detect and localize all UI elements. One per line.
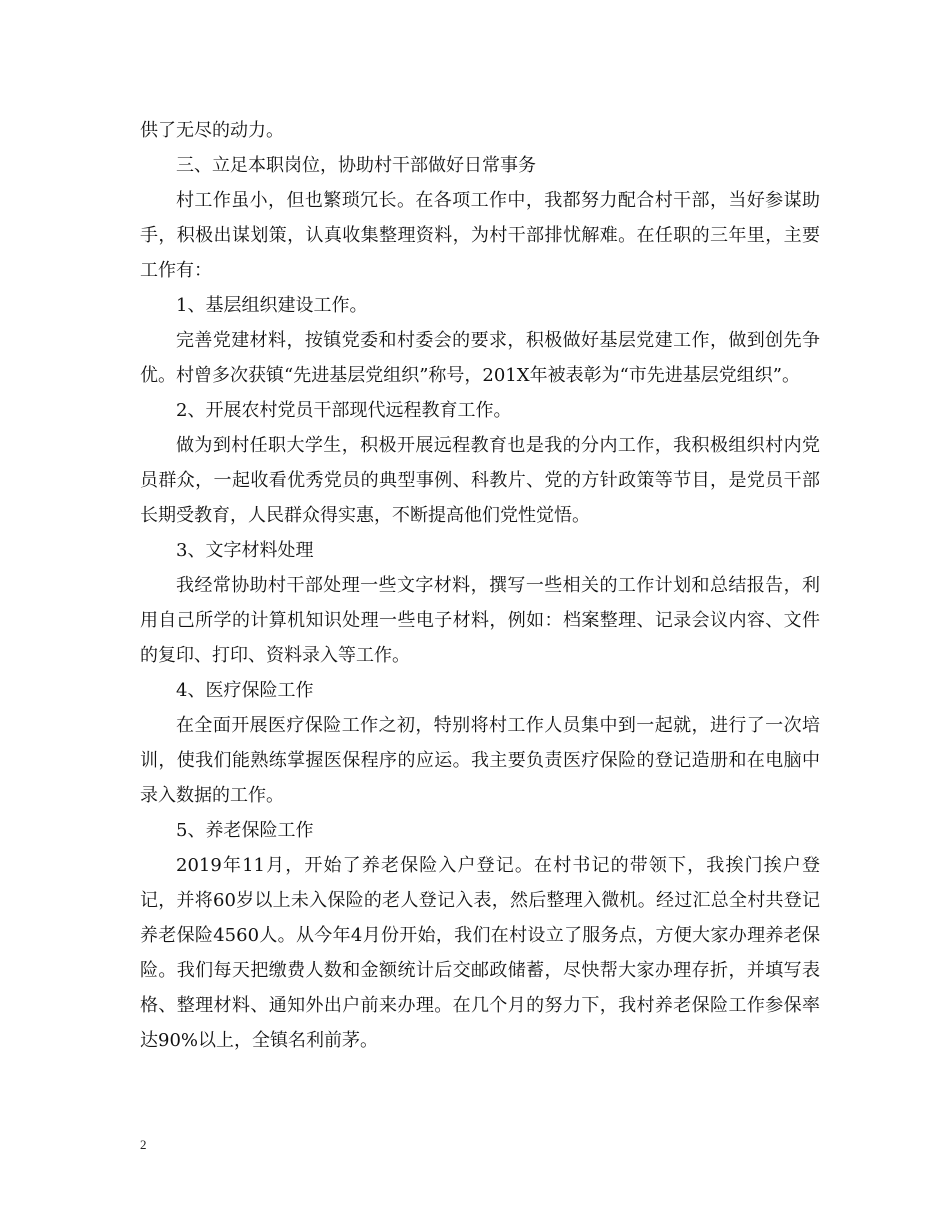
- document-body: [140, 113, 820, 1058]
- paragraph-item-5: 2019年11月，开始了养老保险入户登记。在村书记的带领下，我挨门挨户登记，并将60岁以上未入保险的老人登记入表，然后整理入微机。经过汇总全村共登记养老保险4560人。从今年4月份开始，我们在村设立了服务点，方便大家办理养老保险。我们每天把缴费人数和金额统计后交邮政储蓄，尽快帮大家办理存折，并填写表格、整理材料、通知外出户前来办理。在几个月的努力下，我村养老保险工作参保率达90%以上，全镇名利前茅。: [140, 855, 820, 1051]
- page-number: 2: [140, 1137, 147, 1152]
- paragraph-item-1: 完善党建材料，按镇党委和村委会的要求，积极做好基层党建工作，做到创先争优。村曾多次获镇“先进基层党组织”称号，201X年被表彰为“市先进基层党组织”。: [140, 330, 820, 386]
- paragraph-continuation: 供了无尽的动力。: [140, 120, 284, 141]
- section-heading-3: 三、立足本职岗位，协助村干部做好日常事务: [176, 155, 536, 176]
- item-heading-5: 5、养老保险工作: [176, 820, 314, 841]
- paragraph-item-3: 我经常协助村干部处理一些文字材料，撰写一些相关的工作计划和总结报告，利用自己所学的计算机知识处理一些电子材料，例如：档案整理、记录会议内容、文件的复印、打印、资料录入等工作。: [140, 575, 820, 666]
- item-heading-4: 4、医疗保险工作: [176, 680, 314, 701]
- item-heading-1: 1、基层组织建设工作。: [176, 295, 368, 316]
- paragraph-intro: 村工作虽小，但也繁琐冗长。在各项工作中，我都努力配合村干部，当好参谋助手，积极出谋划策，认真收集整理资料，为村干部排忧解难。在任职的三年里，主要工作有：: [140, 190, 820, 281]
- item-heading-2: 2、开展农村党员干部现代远程教育工作。: [176, 400, 512, 421]
- paragraph-item-2: 做为到村任职大学生，积极开展远程教育也是我的分内工作，我积极组织村内党员群众，一起收看优秀党员的典型事例、科教片、党的方针政策等节目，是党员干部长期受教育，人民群众得实惠，不断提高他们党性觉悟。: [140, 435, 820, 526]
- paragraph-item-4: 在全面开展医疗保险工作之初，特别将村工作人员集中到一起就，进行了一次培训，使我们能熟练掌握医保程序的应运。我主要负责医疗保险的登记造册和在电脑中录入数据的工作。: [140, 715, 820, 806]
- item-heading-3: 3、文字材料处理: [176, 540, 314, 561]
